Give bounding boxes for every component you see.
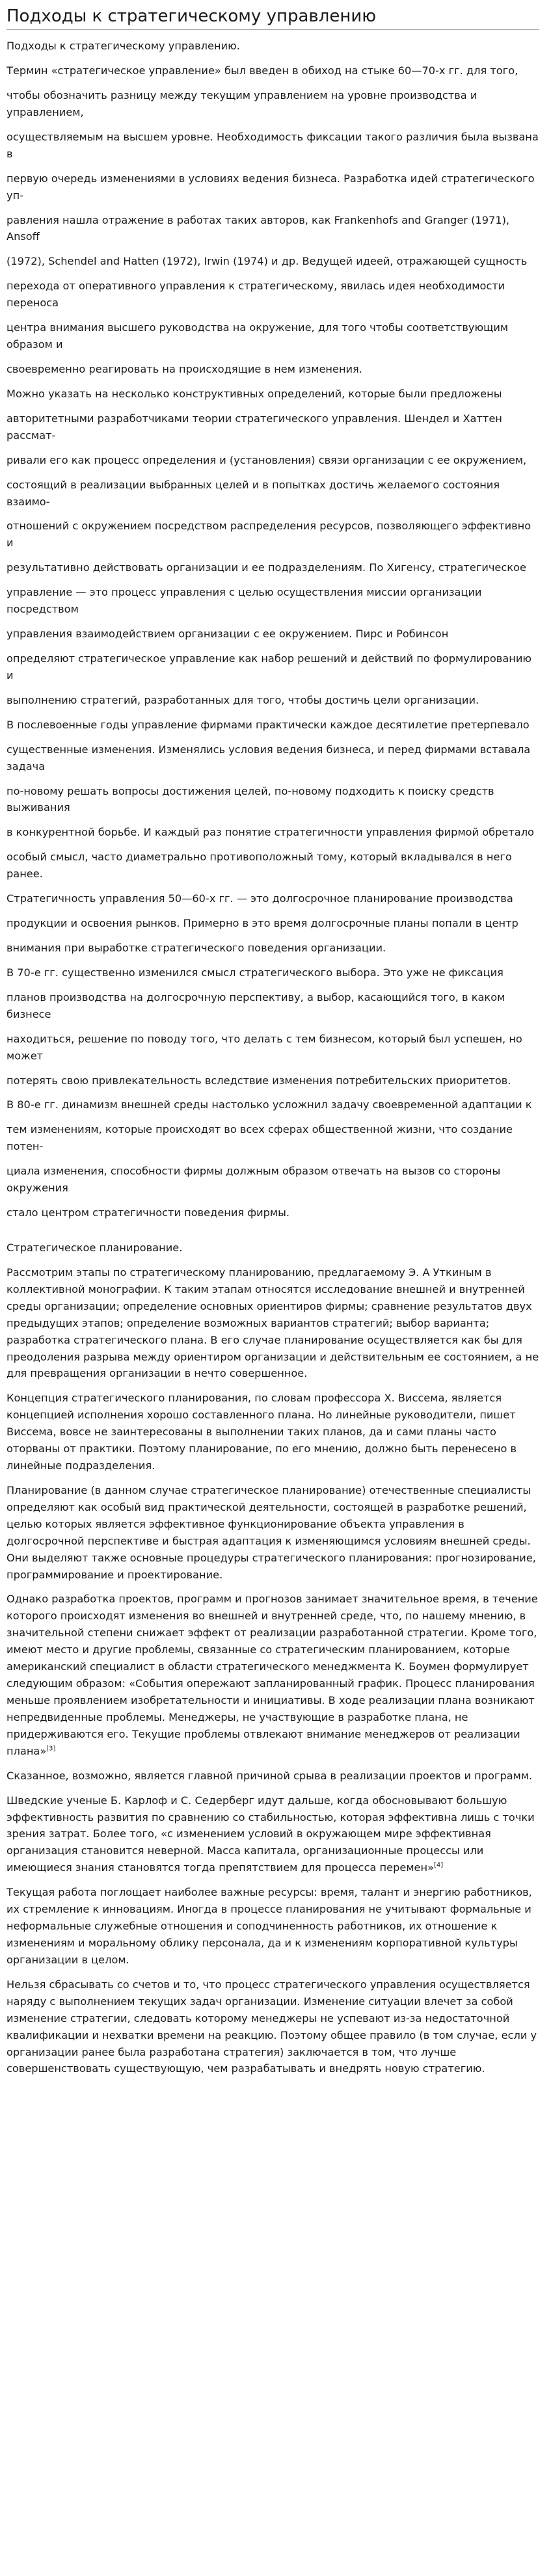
paragraph: В 80-е гг. динамизм внешней среды настолько усложнил задачу своевременной адаптации к (7, 1098, 532, 1111)
paragraph: планов производства на долгосрочную перспективу, а выбор, касающийся того, в каком бизнесе (7, 990, 505, 1020)
paragraph: осуществляемым на высшем уровне. Необходимость фиксации такого различия была вызвана в (7, 130, 539, 160)
paragraph-text: Шведские ученые Б. Карлоф и С. Седерберг идут дальше, когда обосновывают большую эффективность развития по сравнению со стабильностью, которая эффективна лишь с точки зрения затрат. Более того, «с изменением условий в окружающем мире эффективная организация становится неверной. Масса капитала, организационные процессы или имеющиеся знания становятся тогда препятствием для процесса перемен» (7, 1794, 535, 1874)
paragraph: (1972), Schendel and Hatten (1972), Irwin (1974) и др. Ведущей идеей, отражающей сущность (7, 255, 528, 268)
paragraph: Нельзя сбрасывать со счетов и то, что процесс стратегического управления осуществляется наряду с выполнением текущих задач организации. Изменение ситуации влечет за собой изменение стратегии, следовать которому менеджеры не успевают из-за недостаточной квалификации и нехватки времени на реакцию. Поэтому общее правило (в том случае, если у организации ранее была разработана стратегия) заключается в том, что лучше совершенствовать существующую, чем разрабатывать и внедрять новую стратегию. (7, 1978, 537, 2075)
paragraph: Текущая работа поглощает наиболее важные ресурсы: время, талант и энергию работников, их стремление к инновациям. Иногда в процессе планирования не учитывают формальные и неформальные служебные отношения и соподчиненность работников, их отношение к изменениям и моральному облику персонала, да и к изменениям корпоративной культуры организации в целом. (7, 1886, 532, 1966)
paragraph: Можно указать на несколько конструктивных определений, которые были предложены (7, 387, 502, 400)
paragraph: результативно действовать организации и ее подразделениям. По Хигенсу, стратегическое (7, 561, 526, 574)
paragraph: продукции и освоения рынков. Примерно в это время долгосрочные планы попали в центр (7, 917, 518, 930)
paragraph: состоящий в реализации выбранных целей и в попытках достичь желаемого состояния взаимо- (7, 478, 500, 508)
paragraph-with-footnote (7, 1591, 539, 1759)
paragraph: равления нашла отражение в работах таких авторов, как Frankenhofs and Granger (1971), Ansoff (7, 213, 510, 243)
paragraph: существенные изменения. Изменялись условия ведения бизнеса, и перед фирмами вставала задача (7, 743, 531, 773)
paragraph: Термин «стратегическое управление» был введен в обиход на стыке 60—70-х гг. для того, (7, 64, 518, 77)
paragraph: перехода от оперативного управления к стратегическому, явилась идея необходимости переноса (7, 280, 505, 310)
paragraph-with-footnote (7, 1792, 539, 1877)
paragraph: Стратегичность управления 50—60-х гг. — это долгосрочное планирование производства (7, 892, 513, 905)
paragraph: выполнению стратегий, разработанных для того, чтобы достичь цели организации. (7, 693, 479, 706)
paragraph: Сказанное, возможно, является главной причиной срыва в реализации проектов и программ. (7, 1769, 533, 1782)
paragraph: особый смысл, часто диаметрально противоположный тому, который вкладывался в него ранее. (7, 851, 512, 881)
paragraph: первую очередь изменениями в условиях ведения бизнеса. Разработка идей стратегического уп- (7, 172, 535, 202)
footnote-link[interactable]: [4] (434, 1861, 444, 1869)
footnote-link[interactable]: [3] (46, 1745, 56, 1753)
paragraph: управления взаимодействием организации с ее окружением. Пирс и Робинсон (7, 628, 449, 641)
paragraph: В послевоенные годы управление фирмами практически каждое десятилетие претерпевало (7, 718, 530, 731)
paragraph: отношений с окружением посредством распределения ресурсов, позволяющего эффективно и (7, 520, 531, 550)
paragraph: авторитетными разработчиками теории стратегического управления. Шендел и Хаттен рассмат- (7, 412, 502, 442)
paragraph: внимания при выработке стратегического поведения организации. (7, 941, 386, 954)
paragraph: находиться, решение по поводу того, что делать с тем бизнесом, который был успешен, но может (7, 1032, 522, 1062)
paragraph: своевременно реагировать на происходящие в нем изменения. (7, 363, 362, 376)
paragraph: потерять свою привлекательность вследствие изменения потребительских приоритетов. (7, 1074, 511, 1087)
paragraph: центра внимания высшего руководства на окружение, для того чтобы соответствующим образом и (7, 321, 509, 351)
paragraph: Подходы к стратегическому управлению. (7, 40, 240, 53)
paragraph: управление — это процесс управления с целью осуществления миссии организации посредством (7, 586, 482, 616)
page-title: Подходы к стратегическому управлению (7, 7, 539, 30)
paragraph: Рассмотрим этапы по стратегическому планированию, предлагаемому Э. А Уткиным в коллективной монографии. К таким этапам относятся исследование внешней и внутренней среды организации; определение основных ориентиров фирмы; сравнение результатов двух предыдущих этапов; определение возможных вариантов стратегий; выбор варианта; разработка стратегического плана. В его случае планирование осуществляется как бы для преодоления разрыва между ориентиром организации и действительным ее состоянием, а не для превращения организации в нечто совершенное. (7, 1266, 539, 1380)
paragraph: по-новому решать вопросы достижения целей, по-новому подходить к поиску средств выживания (7, 784, 494, 814)
paragraph: стало центром стратегичности поведения фирмы. (7, 1206, 290, 1219)
paragraph: чтобы обозначить разницу между текущим управлением на уровне производства и управлением, (7, 89, 477, 118)
section-title: Стратегическое планирование. (7, 1241, 183, 1254)
paragraph: В 70-е гг. существенно изменился смысл стратегического выбора. Это уже не фиксация (7, 966, 504, 979)
paragraph: циала изменения, способности фирмы должным образом отвечать на вызов со стороны окружения (7, 1165, 501, 1195)
article (7, 38, 539, 2077)
paragraph: определяют стратегическое управление как набор решений и действий по формулированию и (7, 652, 531, 682)
paragraph-text: Однако разработка проектов, программ и прогнозов занимает значительное время, в течение которого происходят изменения во внешней и внутренней среде, что, по нашему мнению, в значительной степени снижает эффект от реализации разработанной стратегии. Кроме того, имеют место и другие проблемы, связанные со стратегическим планированием, которые американский специалист в области стратегического менеджмента К. Боумен формулирует следующим образом: «События опережают запланированный график. Процесс планирования меньше проявлением изобретательности и инициативы. В ходе реализации плана возникают непредвиденные проблемы. Менеджеры, не участвующие в разработке плана, не придерживаются его. Текущие проблемы отвлекают внимание менеджеров от реализации плана» (7, 1593, 538, 1757)
paragraph: Планирование (в данном случае стратегическое планирование) отечественные специалисты определяют как особый вид практической деятельности, состоящей в разработке решений, целью которых является эффективное функционирование объекта управления в долгосрочной перспективе и быстрая адаптация к изменяющимся условиям внешней среды. Они выделяют также основные процедуры стратегического планирования: прогнозирование, программирование и проектирование. (7, 1483, 536, 1581)
paragraph: ривали его как процесс определения и (установления) связи организации с ее окружением, (7, 453, 527, 466)
paragraph: Концепция стратегического планирования, по словам профессора Х. Виссема, является концепцией исполнения хорошо составленного плана. Но линейные руководители, пишет Виссема, вовсе не заинтересованы в выполнении таких планов, да и сами планы часто оторваны от практики. Поэтому планирование, по его мнению, должно быть перенесено в линейные подразделения. (7, 1392, 517, 1472)
paragraph: тем изменениям, которые происходят во всех сферах общественной жизни, что создание потен- (7, 1123, 513, 1153)
paragraph: в конкурентной борьбе. И каждый раз понятие стратегичности управления фирмой обретало (7, 826, 534, 839)
